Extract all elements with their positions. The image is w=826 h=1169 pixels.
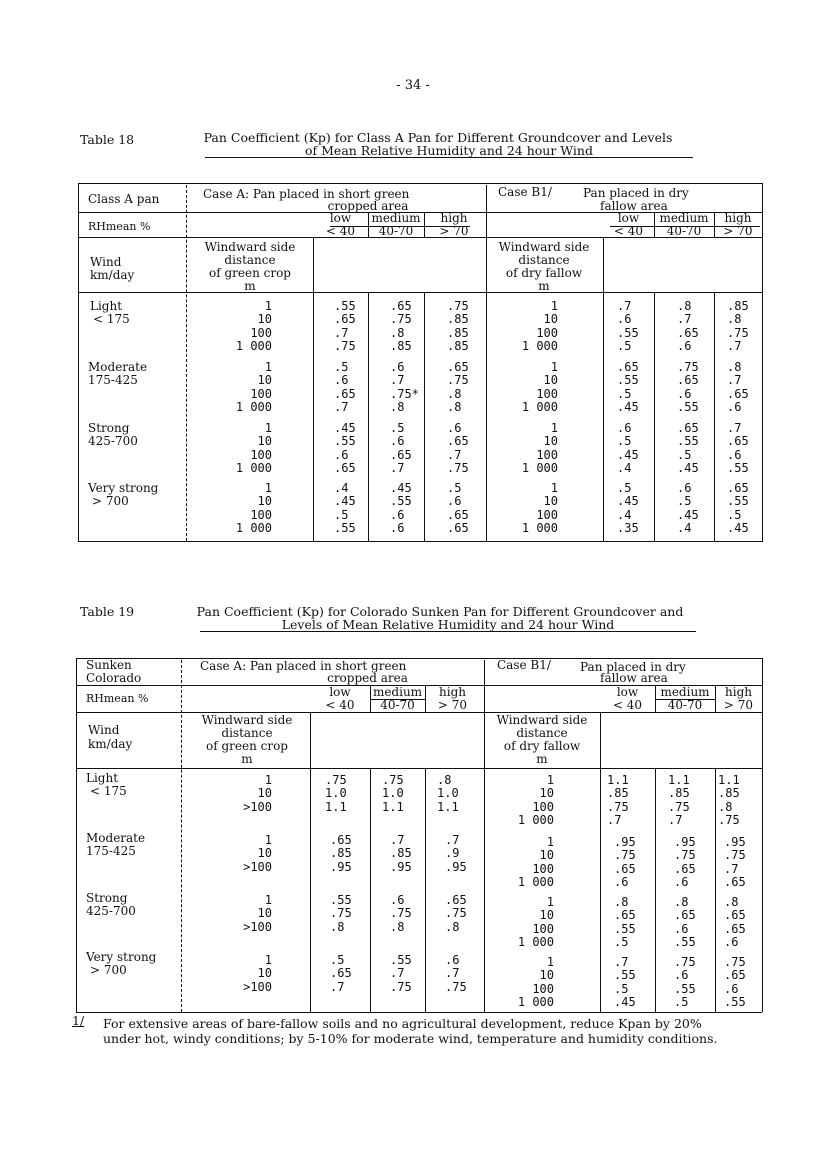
t19-b-medium-range: 40-70 (667, 698, 703, 712)
t18-a-medium-range: 40-70 (378, 224, 414, 238)
t18-a-windward-2: distance (224, 253, 276, 267)
t19-b-medium-light: 1.1 .85 .75 .7 (668, 773, 690, 828)
t19-a-windward-3: of green crop (205, 739, 288, 753)
t18-a-medium-light: .65 .75 .8 .85 (390, 299, 412, 354)
t18-a-low-light: .55 .65 .7 .75 (334, 299, 356, 354)
t19-dist-a-moderate: 1 10 >100 (243, 833, 272, 874)
t19-a-high-light: .8 1.0 1.1 (437, 773, 459, 814)
t18-wind-range-moderate: 175-425 (88, 373, 138, 387)
t19-b-windward-2: distance (516, 726, 568, 740)
t18-b-medium-strong: .65 .55 .5 .45 (677, 421, 699, 476)
t19-dist-b-very-strong: 1 10 100 1 000 (517, 955, 554, 1010)
t19-a-low-moderate: .65 .85 .95 (330, 833, 352, 874)
t19-b-low-label: low (616, 685, 639, 699)
t19-a-medium-very-strong: .55 .7 .75 (390, 953, 412, 994)
t18-case-b-area: fallow area (600, 199, 668, 213)
t19-wind-class-very-strong: Very strong (86, 950, 157, 964)
t18-wind-class-very-strong: Very strong (88, 481, 159, 495)
t19-a-windward-1: Windward side (201, 713, 293, 727)
page-number: - 34 - (396, 78, 430, 93)
t18-pan-name: Class A pan (88, 192, 160, 206)
t19-b-high-moderate: .95 .75 .7 .65 (724, 835, 746, 890)
t18-a-medium-label: medium (371, 211, 421, 225)
t18-wind-range-light: < 175 (93, 312, 130, 326)
t18-a-high-range: > 70 (439, 224, 469, 238)
t18-a-high-strong: .6 .65 .7 .75 (447, 421, 469, 476)
t18-dist-a-strong: 1 10 100 1 000 (235, 421, 272, 476)
t19-dist-b-strong: 1 10 100 1 000 (517, 895, 554, 950)
t19-pan-name-2: Colorado (86, 671, 142, 685)
t19-dist-a-strong: 1 10 >100 (243, 893, 272, 934)
t19-b-medium-moderate: .95 .75 .65 .6 (674, 835, 696, 890)
t18-kmday-label: km/day (90, 268, 135, 282)
t19-wind-class-strong: Strong (86, 891, 128, 905)
t18-b-medium-very-strong: .6 .5 .45 .4 (677, 481, 699, 536)
t18-dist-a-moderate: 1 10 100 1 000 (235, 360, 272, 415)
t18-a-windward-4: m (244, 279, 256, 293)
t18-a-high-very-strong: .5 .6 .65 .65 (447, 481, 469, 536)
t19-a-low-strong: .55 .75 .8 (330, 893, 352, 934)
t19-case-a-subtitle: cropped area (327, 671, 408, 685)
t18-dist-b-light: 1 10 100 1 000 (521, 299, 558, 354)
t19-a-medium-label: medium (372, 685, 423, 699)
t18-b-high-moderate: .8 .7 .65 .6 (727, 360, 749, 415)
t19-pan-name-1: Sunken (86, 658, 132, 672)
t18-b-windward-3: of dry fallow (505, 266, 583, 280)
t19-kmday-label: km/day (88, 737, 133, 751)
t18-b-high-very-strong: .65 .55 .5 .45 (727, 481, 749, 536)
t19-b-medium-label: medium (660, 685, 710, 699)
t19-dist-a-very-strong: 1 10 >100 (243, 953, 272, 994)
t18-b-low-label: low (617, 211, 640, 225)
t19-b-high-very-strong: .75 .65 .6 .55 (724, 955, 746, 1010)
t19-b-windward-3: of dry fallow (503, 739, 581, 753)
t18-b-high-strong: .7 .65 .6 .55 (727, 421, 749, 476)
t19-a-high-moderate: .7 .9 .95 (445, 833, 467, 874)
t18-a-low-very-strong: .4 .45 .5 .55 (334, 481, 356, 536)
t19-b-high-label: high (725, 685, 752, 699)
t19-b-low-light: 1.1 .85 .75 .7 (607, 773, 629, 828)
table-18-title-line-2: of Mean Relative Humidity and 24 hour Wind (205, 144, 693, 158)
t19-b-low-strong: .8 .65 .55 .5 (614, 895, 636, 950)
t18-b-low-range: < 40 (613, 224, 644, 238)
t18-b-medium-label: medium (659, 211, 709, 225)
t19-a-low-very-strong: .5 .65 .7 (330, 953, 352, 994)
t18-wind-label: Wind (90, 255, 122, 269)
t19-wind-range-very-strong: > 700 (90, 963, 127, 977)
t18-case-a-title: Case A: Pan placed in short green (203, 187, 410, 201)
t18-dist-a-light: 1 10 100 1 000 (235, 299, 272, 354)
t18-wind-class-moderate: Moderate (88, 360, 148, 374)
t18-wind-class-strong: Strong (88, 421, 130, 435)
t19-a-windward-4: m (241, 752, 253, 766)
t19-b-low-moderate: .95 .75 .65 .6 (614, 835, 636, 890)
t19-a-high-range: > 70 (437, 698, 468, 712)
t18-b-windward-1: Windward side (498, 240, 590, 254)
t18-a-medium-strong: .5 .6 .65 .7 (390, 421, 412, 476)
t18-a-medium-very-strong: .45 .55 .6 .6 (390, 481, 412, 536)
t19-b-high-strong: .8 .65 .65 .6 (724, 895, 746, 950)
t18-a-high-light: .75 .85 .85 .85 (447, 299, 469, 354)
t19-b-windward-4: m (536, 752, 548, 766)
t19-wind-range-light: < 175 (90, 784, 127, 798)
t19-wind-range-strong: 425-700 (86, 904, 136, 918)
table-19-title-line-1: Pan Coefficient (Kp) for Colorado Sunken Pan for Different Groundcover and (196, 604, 684, 619)
t19-b-medium-very-strong: .75 .6 .55 .5 (674, 955, 696, 1010)
table-19-title-line-2: Levels of Mean Relative Humidity and 24 hour Wind (200, 618, 696, 632)
footnote-line-1: For extensive areas of bare-fallow soils and no agricultural development, reduce Kpan by 20% (103, 1016, 702, 1031)
t19-dist-b-light: 1 10 100 1 000 (517, 773, 554, 828)
t19-wind-range-moderate: 175-425 (86, 844, 136, 858)
t18-b-medium-range: 40-70 (666, 224, 702, 238)
t18-b-low-very-strong: .5 .45 .4 .35 (617, 481, 639, 536)
t19-b-high-light: 1.1 .85 .8 .75 (718, 773, 740, 828)
t18-case-b-title: Case B1/ (498, 185, 552, 199)
t18-b-windward-2: distance (518, 253, 570, 267)
t19-a-medium-range: 40-70 (380, 698, 415, 712)
t18-rh-label: RHmean % (88, 220, 151, 233)
t18-a-low-moderate: .5 .6 .65 .7 (334, 360, 356, 415)
t19-rh-label: RHmean % (86, 692, 149, 705)
t19-a-low-light: .75 1.0 1.1 (325, 773, 347, 814)
t18-b-windward-4: m (538, 279, 550, 293)
t18-a-low-range: < 40 (325, 224, 356, 238)
t19-case-b-subtitle: Pan placed in dry (580, 660, 686, 674)
t18-a-windward-1: Windward side (204, 240, 296, 254)
t18-a-windward-3: of green crop (208, 266, 291, 280)
t18-wind-range-strong: 425-700 (88, 434, 138, 448)
t19-a-windward-2: distance (221, 726, 273, 740)
t18-wind-range-very-strong: > 700 (92, 494, 129, 508)
t19-b-high-range: > 70 (723, 698, 754, 712)
t19-a-medium-light: .75 1.0 1.1 (382, 773, 404, 814)
table-18-title-line-1: Pan Coefficient (Kp) for Class A Pan for Different Groundcover and Levels (203, 130, 673, 145)
t19-b-low-very-strong: .7 .55 .5 .45 (614, 955, 636, 1010)
t19-case-b-title: Case B1/ (497, 658, 551, 672)
table-19-label: Table 19 (80, 604, 135, 619)
t18-b-medium-moderate: .75 .65 .6 .55 (677, 360, 699, 415)
t18-b-low-moderate: .65 .55 .5 .45 (617, 360, 639, 415)
t18-dist-b-strong: 1 10 100 1 000 (521, 421, 558, 476)
footnote-marker: 1/ (72, 1013, 85, 1028)
t18-case-b-subtitle: Pan placed in dry (583, 186, 689, 200)
t18-b-high-light: .85 .8 .75 .7 (727, 299, 749, 354)
t19-wind-class-moderate: Moderate (86, 831, 146, 845)
t18-a-high-label: high (440, 211, 468, 225)
t19-a-high-very-strong: .6 .7 .75 (445, 953, 467, 994)
t19-dist-a-light: 1 10 >100 (243, 773, 272, 814)
t18-b-high-label: high (724, 211, 752, 225)
t18-a-low-label: low (329, 211, 352, 225)
footnote-line-2: under hot, windy conditions; by 5-10% for moderate wind, temperature and humidity conditions. (103, 1031, 718, 1046)
t18-dist-b-moderate: 1 10 100 1 000 (521, 360, 558, 415)
t19-a-high-strong: .65 .75 .8 (445, 893, 467, 934)
t19-a-low-label: low (329, 685, 351, 699)
t19-a-medium-moderate: .7 .85 .95 (390, 833, 412, 874)
t19-a-high-label: high (439, 685, 466, 699)
t19-a-medium-strong: .6 .75 .8 (390, 893, 412, 934)
t18-a-low-strong: .45 .55 .6 .65 (334, 421, 356, 476)
t19-b-windward-1: Windward side (496, 713, 588, 727)
t19-case-a-title: Case A: Pan placed in short green (200, 659, 407, 673)
t18-dist-b-very-strong: 1 10 100 1 000 (521, 481, 558, 536)
table-18-label: Table 18 (80, 132, 135, 147)
t18-b-high-range: > 70 (723, 224, 753, 238)
t18-b-low-strong: .6 .5 .45 .4 (617, 421, 639, 476)
t19-case-b-area: fallow area (600, 671, 668, 685)
t18-wind-class-light: Light (90, 299, 123, 313)
t18-dist-a-very-strong: 1 10 100 1 000 (235, 481, 272, 536)
t18-b-medium-light: .8 .7 .65 .6 (677, 299, 699, 354)
t18-case-a-subtitle: cropped area (327, 199, 409, 213)
t19-b-medium-strong: .8 .65 .6 .55 (674, 895, 696, 950)
t19-wind-class-light: Light (86, 771, 119, 785)
t19-b-low-range: < 40 (612, 698, 643, 712)
t19-wind-label: Wind (88, 723, 120, 737)
t19-a-low-range: < 40 (325, 698, 355, 712)
t18-a-medium-moderate: .6 .7 .75* .8 (390, 360, 419, 415)
t19-dist-b-moderate: 1 10 100 1 000 (517, 835, 554, 890)
t18-a-high-moderate: .65 .75 .8 .8 (447, 360, 469, 415)
t18-b-low-light: .7 .6 .55 .5 (617, 299, 639, 354)
